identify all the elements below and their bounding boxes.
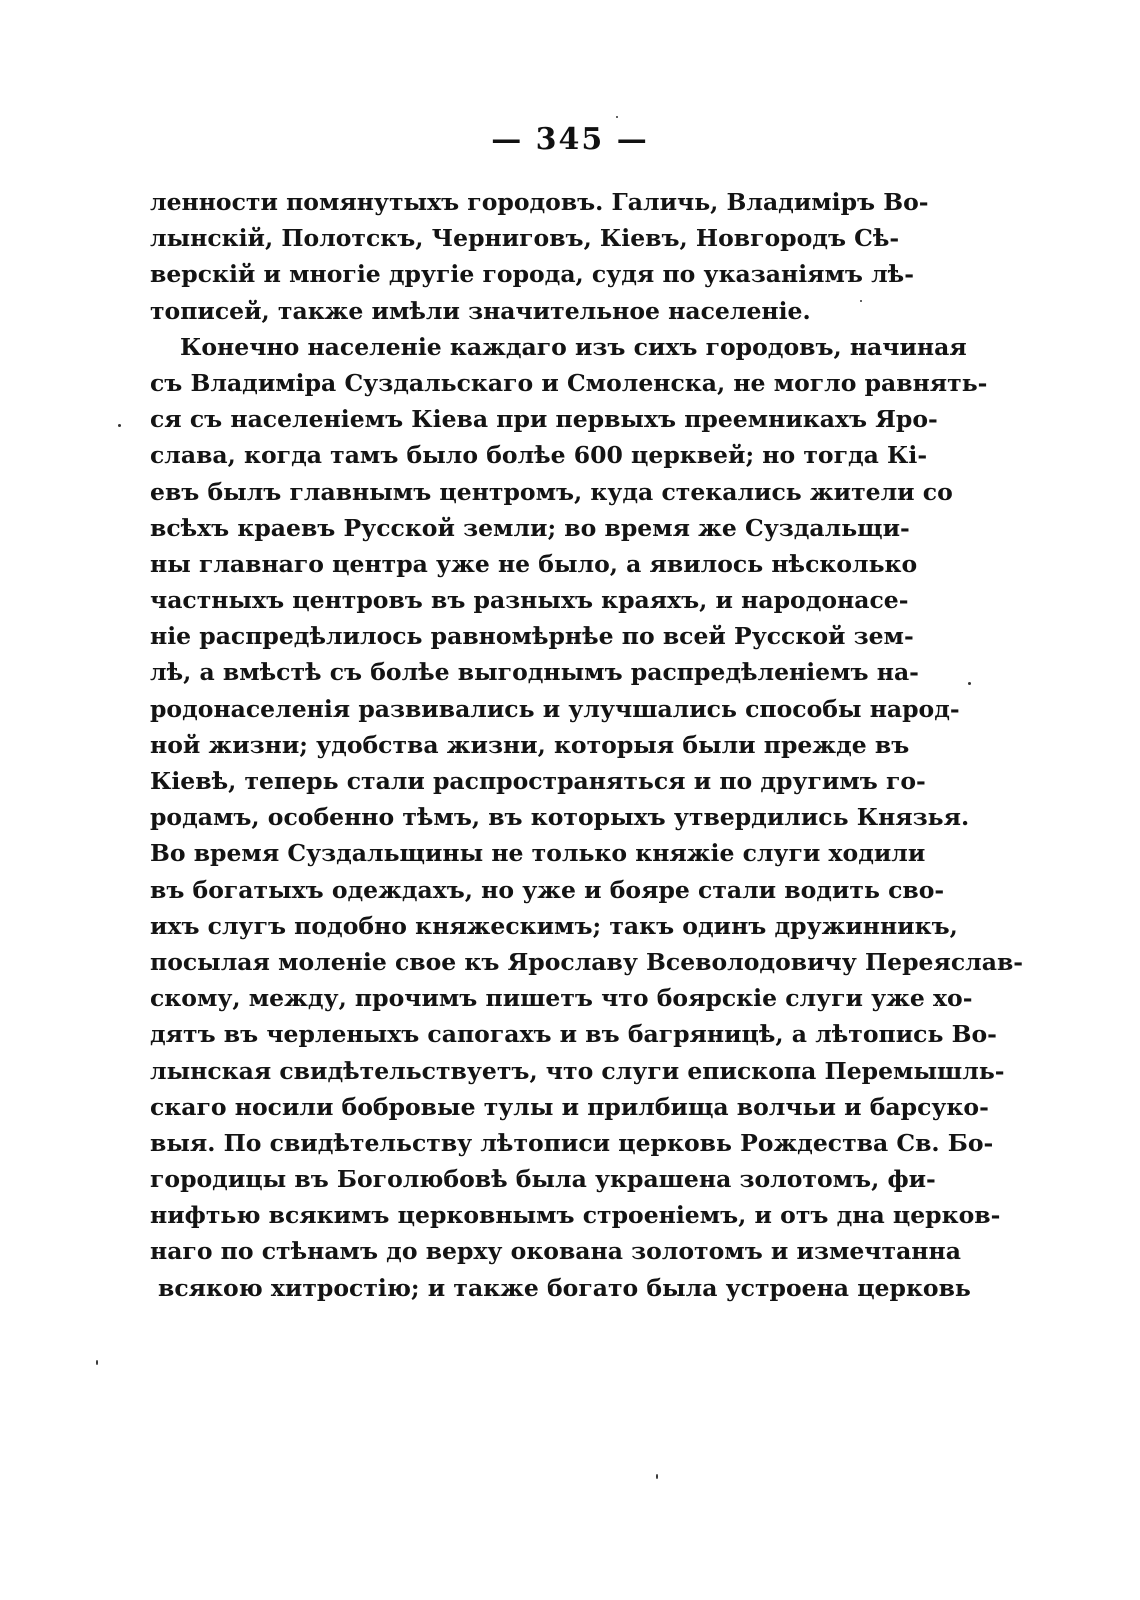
text-line: лынская свидѣтельствуетъ, что слуги епископа Перемышль- (150, 1056, 1005, 1085)
scan-speck (656, 1474, 658, 1479)
text-line: Конечно населеніе каждаго изъ сихъ городовъ, начиная (180, 332, 967, 361)
text-line: городицы въ Боголюбовѣ была украшена золотомъ, фи- (150, 1165, 936, 1194)
text-line: ихъ слугъ подобно княжескимъ; такъ одинъ дружинникъ, (150, 911, 958, 940)
text-line: въ богатыхъ одеждахъ, но уже и бояре стали водить сво- (150, 875, 945, 904)
text-line: евъ былъ главнымъ центромъ, куда стекались жители со (150, 477, 953, 506)
text-line: родамъ, особенно тѣмъ, въ которыхъ утвердились Князья. (150, 803, 970, 832)
text-line: ны главнаго центра уже не было, а явилось нѣсколько (150, 549, 918, 578)
text-line: лынскій, Полотскъ, Черниговъ, Кіевъ, Новгородъ Сѣ- (150, 224, 900, 253)
text-line: верскій и многіе другіе города, судя по указаніямъ лѣ- (150, 260, 914, 289)
paragraph-1 (150, 184, 929, 329)
page-number: — 345 — (491, 122, 649, 157)
text-line: Кіевѣ, теперь стали распространяться и по другимъ го- (150, 767, 926, 795)
text-line: скому, между, прочимъ пишетъ что боярскіе слуги уже хо- (150, 984, 973, 1013)
text-line: посылая моленіе свое къ Ярославу Всеволодовичу Переяслав- (150, 947, 1024, 976)
text-line: родонаселенія развивались и улучшались способы народ- (150, 694, 960, 723)
text-line: ся съ населеніемъ Кіева при первыхъ преемникахъ Яро- (150, 405, 938, 434)
scan-speck (616, 116, 618, 118)
body-text (150, 184, 1024, 1306)
text-line: тописей, также имѣли значительное населеніе. (150, 296, 811, 325)
text-line: ленности помянутыхъ городовъ. Галичь, Владиміръ Во- (150, 188, 929, 216)
scan-speck (96, 1360, 98, 1365)
text-line: всѣхъ краевъ Русской земли; во время же Суздальщи- (150, 513, 910, 542)
text-line: частныхъ центровъ въ разныхъ краяхъ, и народонасе- (150, 586, 909, 615)
text-line: ной жизни; удобства жизни, которыя были прежде въ (150, 730, 910, 759)
text-line: дятъ въ черленыхъ сапогахъ и въ багряницѣ, а лѣтопись Во- (150, 1020, 997, 1049)
text-line: выя. По свидѣтельству лѣтописи церковь Рождества Св. Бо- (150, 1128, 994, 1157)
scan-speck (968, 682, 971, 685)
text-line: съ Владиміра Суздальскаго и Смоленска, не могло равнять- (150, 368, 988, 397)
scan-speck (118, 424, 121, 427)
text-line: Во время Суздальщины не только княжіе слуги ходили (150, 839, 926, 868)
text-line: ніе распредѣлилось равномѣрнѣе по всей Русской зем- (150, 622, 914, 651)
scan-speck (860, 300, 862, 302)
text-line: всякою хитростію; и также богато была устроена церковь (158, 1273, 971, 1302)
text-line: наго по стѣнамъ до верху окована золотомъ и измечтанна (150, 1237, 961, 1266)
text-line: лѣ, а вмѣстѣ съ болѣе выгоднымъ распредѣленіемъ на- (150, 658, 919, 687)
text-line: скаго носили бобровые тулы и прилбища волчьи и барсуко- (150, 1092, 989, 1121)
text-line: нифтью всякимъ церковнымъ строеніемъ, и отъ дна церков- (150, 1201, 1001, 1230)
paragraph-2 (150, 329, 1024, 1306)
text-line: слава, когда тамъ было болѣе 600 церквей; но тогда Кі- (150, 441, 928, 470)
